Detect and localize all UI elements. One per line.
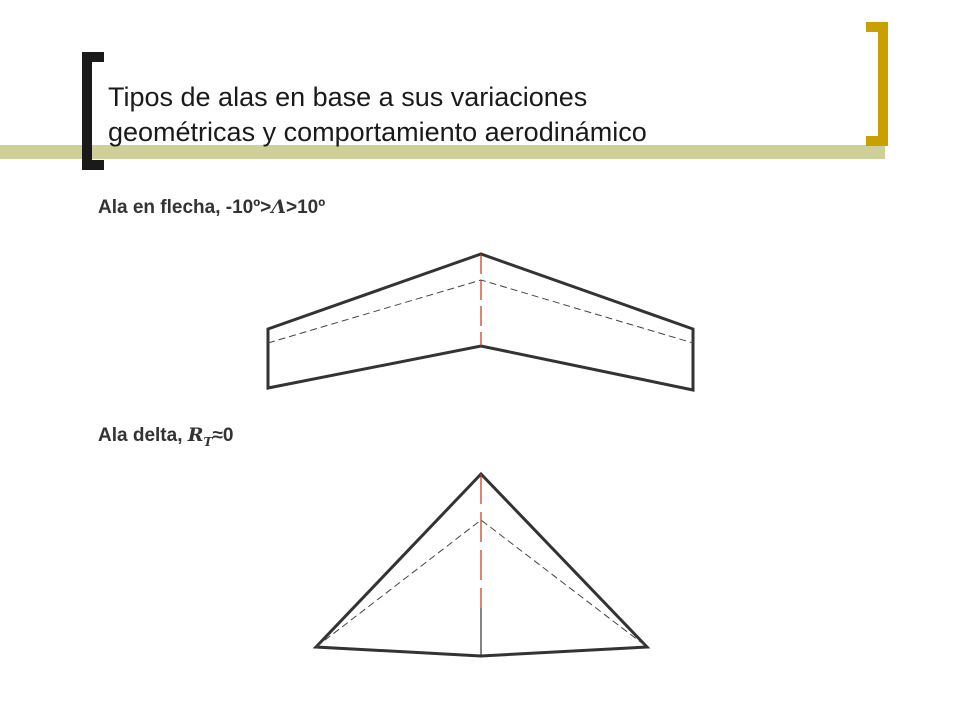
- delta-wing-diagram: [316, 474, 647, 656]
- tip-chord-subscript: T: [203, 434, 213, 449]
- sweep-angle-symbol: Λ: [271, 196, 287, 218]
- title-line-2: geométricas y comportamiento aerodinámico: [108, 117, 647, 147]
- title-line-1: Tipos de alas en base a sus variaciones: [108, 82, 588, 112]
- swept-wing-diagram: [268, 254, 693, 390]
- delta-wing-label-suffix: ≈0: [212, 425, 234, 446]
- swept-wing-label-suffix: >10º: [286, 197, 326, 218]
- delta-wing-label-prefix: Ala delta,: [98, 425, 188, 446]
- tip-chord-symbol: R: [187, 424, 204, 446]
- swept-wing-label-prefix: Ala en flecha, -10º>: [98, 197, 272, 218]
